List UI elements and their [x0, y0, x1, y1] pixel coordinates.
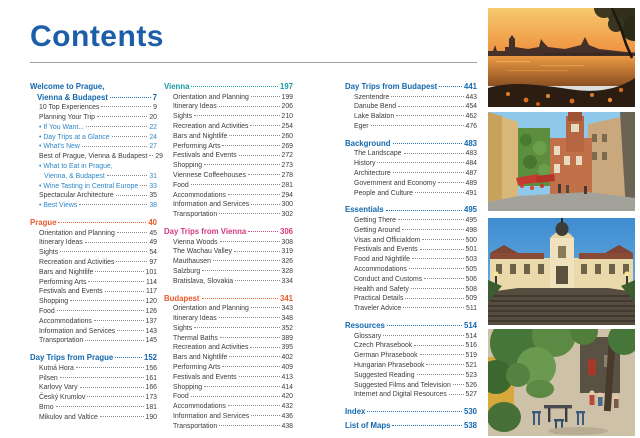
photo-courtyard-cafe — [488, 329, 635, 436]
toc-entry: Mikulov and Valtice 190 — [39, 413, 157, 421]
toc-entry: Danube Bend 454 — [354, 103, 477, 111]
toc-entry: 10 Top Experiences 9 — [39, 104, 157, 112]
toc-entry: Itinerary Ideas 348 — [173, 314, 293, 322]
toc-section — [30, 82, 163, 211]
toc-entry: Information and Services 300 — [173, 201, 293, 209]
toc-entry: Food 281 — [173, 181, 293, 189]
toc-entry: Bars and Nightlife 101 — [39, 268, 157, 276]
toc-entry: • If You Want... 22 — [39, 123, 157, 131]
toc-section — [164, 227, 293, 287]
toc-entry: Transportation 438 — [173, 422, 293, 430]
toc-entry: Glossary 514 — [354, 332, 477, 340]
toc-entry: Karlovy Vary 166 — [39, 384, 157, 392]
toc-entry: Festivals and Events 117 — [39, 288, 157, 296]
toc-column-3 — [345, 82, 477, 438]
toc-column-1 — [30, 82, 163, 429]
toc-entry: Accommodations 137 — [39, 317, 157, 325]
toc-entry: Szentendre 443 — [354, 93, 477, 101]
toc-section-title: Essentials 495 — [345, 205, 477, 215]
toc-entry: Itinerary Ideas 49 — [39, 239, 157, 247]
toc-entry: Suggested Reading 523 — [354, 371, 477, 379]
toc-section-title: Index 530 — [345, 407, 477, 417]
toc-entry: The Landscape 483 — [354, 150, 477, 158]
toc-entry: Sights 210 — [173, 113, 293, 121]
toc-entry: Suggested Films and Television 526 — [354, 381, 477, 389]
toc-entry: Information and Services 436 — [173, 412, 293, 420]
toc-entry: Accommodations 294 — [173, 191, 293, 199]
toc-entry: Mauthausen 326 — [173, 258, 293, 266]
toc-entry: Recreation and Activities 97 — [39, 258, 157, 266]
toc-entry: Food and Nightlife 503 — [354, 256, 477, 264]
toc-entry: Shopping 120 — [39, 298, 157, 306]
toc-entry: Bratislava, Slovakia 334 — [173, 277, 293, 285]
toc-entry: Food 126 — [39, 307, 157, 315]
toc-section-title: Prague 40 — [30, 217, 157, 227]
toc-section — [345, 82, 477, 132]
toc-section-title: Vienna & Budapest 7 — [37, 92, 157, 102]
toc-section-title-line1: Welcome to Prague, — [30, 82, 105, 91]
toc-entry: Visas and Officialdom 500 — [354, 236, 477, 244]
toc-section — [345, 205, 477, 314]
toc-entry: Vienna Woods 308 — [173, 238, 293, 246]
toc-entry: • Wine Tasting in Central Europe 33 — [39, 182, 157, 190]
toc-entry: Accommodations 432 — [173, 403, 293, 411]
toc-entry: Český Krumlov 173 — [39, 394, 157, 402]
toc-section-title: Day Trips from Budapest 441 — [345, 82, 477, 91]
courtyard-illustration — [488, 329, 635, 436]
photo-prague-river-sunset — [488, 8, 635, 107]
toc-entry: • What's New 27 — [39, 143, 157, 151]
toc-entry: Viennese Coffeehouses 278 — [173, 171, 293, 179]
toc-section-title: Background 483 — [345, 138, 477, 148]
toc-section — [345, 139, 477, 199]
toc-entry: Sights 352 — [173, 324, 293, 332]
toc-entry: Salzburg 328 — [173, 267, 293, 275]
toc-section-title: Day Trips from Prague 152 — [30, 353, 157, 363]
toc-entry: People and Culture 491 — [354, 189, 477, 197]
sunset-river-illustration — [488, 8, 635, 107]
toc-entry: Government and Economy 489 — [354, 179, 477, 187]
toc-entry: Health and Safety 508 — [354, 285, 477, 293]
toc-entry: Information and Services 143 — [39, 327, 157, 335]
toc-entry: German Phrasebook 519 — [354, 352, 477, 360]
toc-entry: Getting There 495 — [354, 216, 477, 224]
toc-entry: • Day Trips at a Glance 24 — [39, 133, 157, 141]
toc-entry: Internet and Digital Resources 527 — [354, 391, 477, 399]
toc-entry: Best of Prague, Vienna & Budapest 29 — [39, 153, 163, 161]
toc-section-title: Vienna 197 — [164, 82, 293, 91]
toc-entry: Architecture 487 — [354, 169, 477, 177]
toc-entry: Food 420 — [173, 393, 293, 401]
toc-entry: Sights 54 — [39, 249, 157, 257]
toc-entry: Transportation 145 — [39, 337, 157, 345]
toc-entry: The Wachau Valley 319 — [173, 248, 293, 256]
toc-section — [30, 218, 157, 346]
toc-entry: Czech Phrasebook 516 — [354, 342, 477, 350]
photo-street-cafes — [488, 112, 635, 211]
toc-entry: Spectacular Architecture 35 — [39, 192, 157, 200]
toc-section-title: Resources 514 — [345, 320, 477, 330]
toc-section — [345, 407, 477, 418]
toc-entry: Thermal Baths 389 — [173, 334, 293, 342]
toc-section-title: List of Maps 538 — [345, 420, 477, 430]
toc-column-2 — [164, 82, 293, 438]
page-title: Contents — [30, 20, 164, 53]
toc-entry: Bars and Nightlife 260 — [173, 132, 293, 140]
toc-entry: Festivals and Events 501 — [354, 246, 477, 254]
toc-entry: Pilsen 161 — [39, 374, 157, 382]
toc-entry: Brno 181 — [39, 403, 157, 411]
toc-entry: • Best Views 38 — [39, 202, 157, 210]
toc-entry: Hungarian Phrasebook 521 — [354, 361, 477, 369]
toc-entry: Vienna, & Budapest 31 — [44, 172, 157, 180]
toc-section-title: Budapest 341 — [164, 293, 293, 303]
toc-section — [30, 353, 157, 422]
toc-section — [345, 321, 477, 400]
toc-entry: Recreation and Activities 395 — [173, 344, 293, 352]
toc-entry: Kutná Hora 156 — [39, 364, 157, 372]
palace-illustration — [488, 218, 635, 325]
toc-entry: Eger 476 — [354, 122, 477, 130]
toc-entry: Bars and Nightlife 402 — [173, 354, 293, 362]
toc-entry: Conduct and Customs 506 — [354, 275, 477, 283]
toc-entry: Orientation and Planning 343 — [173, 305, 293, 313]
toc-entry-line1: • What to Eat in Prague, — [39, 162, 113, 170]
toc-entry: Performing Arts 269 — [173, 142, 293, 150]
toc-entry: Traveler Advice 511 — [354, 305, 477, 313]
toc-entry: History 484 — [354, 160, 477, 168]
toc-entry: Getting Around 498 — [354, 226, 477, 234]
toc-entry: Accommodations 505 — [354, 265, 477, 273]
toc-entry: Orientation and Planning 45 — [39, 229, 157, 237]
toc-section-title: Day Trips from Vienna 306 — [164, 226, 293, 236]
toc-section — [164, 82, 293, 220]
toc-entry: Recreation and Activities 254 — [173, 122, 293, 130]
toc-entry: Performing Arts 409 — [173, 363, 293, 371]
photo-strip — [488, 0, 635, 436]
toc-section — [164, 294, 293, 432]
toc-entry: Practical Details 509 — [354, 295, 477, 303]
toc-entry: Itinerary Ideas 206 — [173, 103, 293, 111]
toc-section — [345, 421, 477, 432]
toc-entry: Performing Arts 114 — [39, 278, 157, 286]
toc-entry: Shopping 414 — [173, 383, 293, 391]
title-divider — [30, 62, 477, 63]
toc-entry: Planning Your Trip 20 — [39, 113, 157, 121]
toc-entry: Shopping 273 — [173, 162, 293, 170]
toc-entry: Lake Balaton 462 — [354, 113, 477, 121]
toc-entry: Festivals and Events 413 — [173, 373, 293, 381]
photo-palace-staircase — [488, 218, 635, 325]
toc-entry: Orientation and Planning 199 — [173, 93, 293, 101]
street-scene-illustration — [488, 112, 635, 211]
toc-entry: Transportation 302 — [173, 211, 293, 219]
toc-entry: Festivals and Events 272 — [173, 152, 293, 160]
